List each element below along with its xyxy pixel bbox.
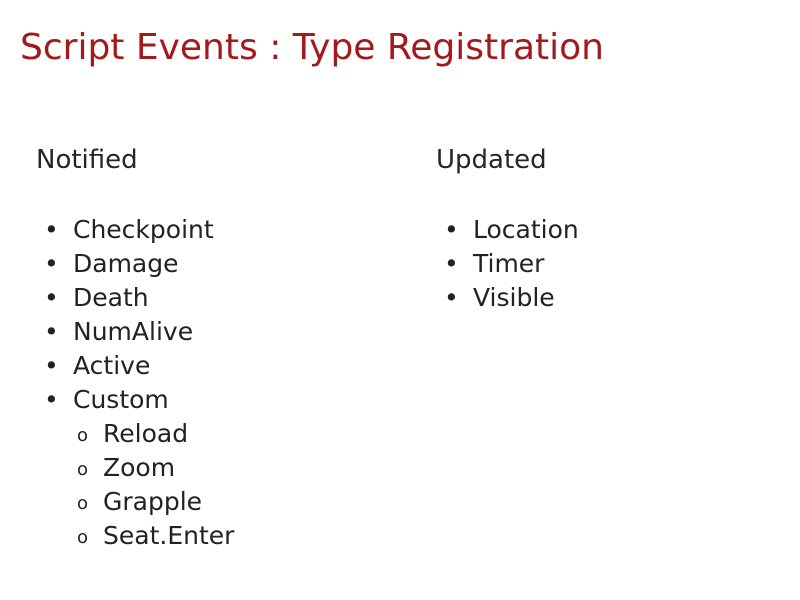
circle-bullet-icon: o — [77, 493, 89, 514]
list-item — [44, 247, 234, 281]
list-item — [44, 213, 234, 247]
list-item-label: Timer — [473, 249, 545, 278]
list-item-label: Death — [73, 283, 149, 312]
list-item-label: Checkpoint — [73, 215, 214, 244]
circle-bullet-icon: o — [77, 425, 89, 446]
sublist-item-label: Reload — [103, 419, 189, 448]
bullet-icon: • — [444, 283, 459, 312]
list-item-label: Location — [473, 215, 579, 244]
bullet-icon: • — [44, 351, 59, 380]
list-item-label: NumAlive — [73, 317, 194, 346]
circle-bullet-icon: o — [77, 527, 89, 548]
sublist-item — [73, 485, 234, 519]
list-item-label: Damage — [73, 249, 179, 278]
list-item-label: Active — [73, 351, 151, 380]
bullet-icon: • — [44, 215, 59, 244]
list-item — [44, 349, 234, 383]
list-item — [444, 213, 579, 247]
list-item-label: Visible — [473, 283, 555, 312]
notified-list — [44, 213, 234, 553]
list-item — [444, 247, 579, 281]
circle-bullet-icon: o — [77, 459, 89, 480]
bullet-icon: • — [44, 385, 59, 414]
list-item — [44, 281, 234, 315]
bullet-icon: • — [44, 317, 59, 346]
bullet-icon: • — [444, 249, 459, 278]
updated-list — [444, 213, 579, 315]
sublist-item — [73, 519, 234, 553]
sublist-item-label: Zoom — [103, 453, 176, 482]
custom-sublist — [73, 417, 234, 553]
list-item — [444, 281, 579, 315]
sublist-item-label: Grapple — [103, 487, 203, 516]
bullet-icon: • — [444, 215, 459, 244]
list-item — [44, 315, 234, 349]
sublist-item-label: Seat.Enter — [103, 521, 235, 550]
slide-title: Script Events : Type Registration — [20, 27, 604, 68]
sublist-item — [73, 417, 234, 451]
bullet-icon: • — [44, 249, 59, 278]
bullet-icon: • — [44, 283, 59, 312]
list-item — [44, 383, 234, 553]
list-item-label: Custom — [73, 385, 169, 414]
sublist-item — [73, 451, 234, 485]
updated-heading: Updated — [436, 145, 547, 175]
notified-heading: Notified — [36, 145, 138, 175]
